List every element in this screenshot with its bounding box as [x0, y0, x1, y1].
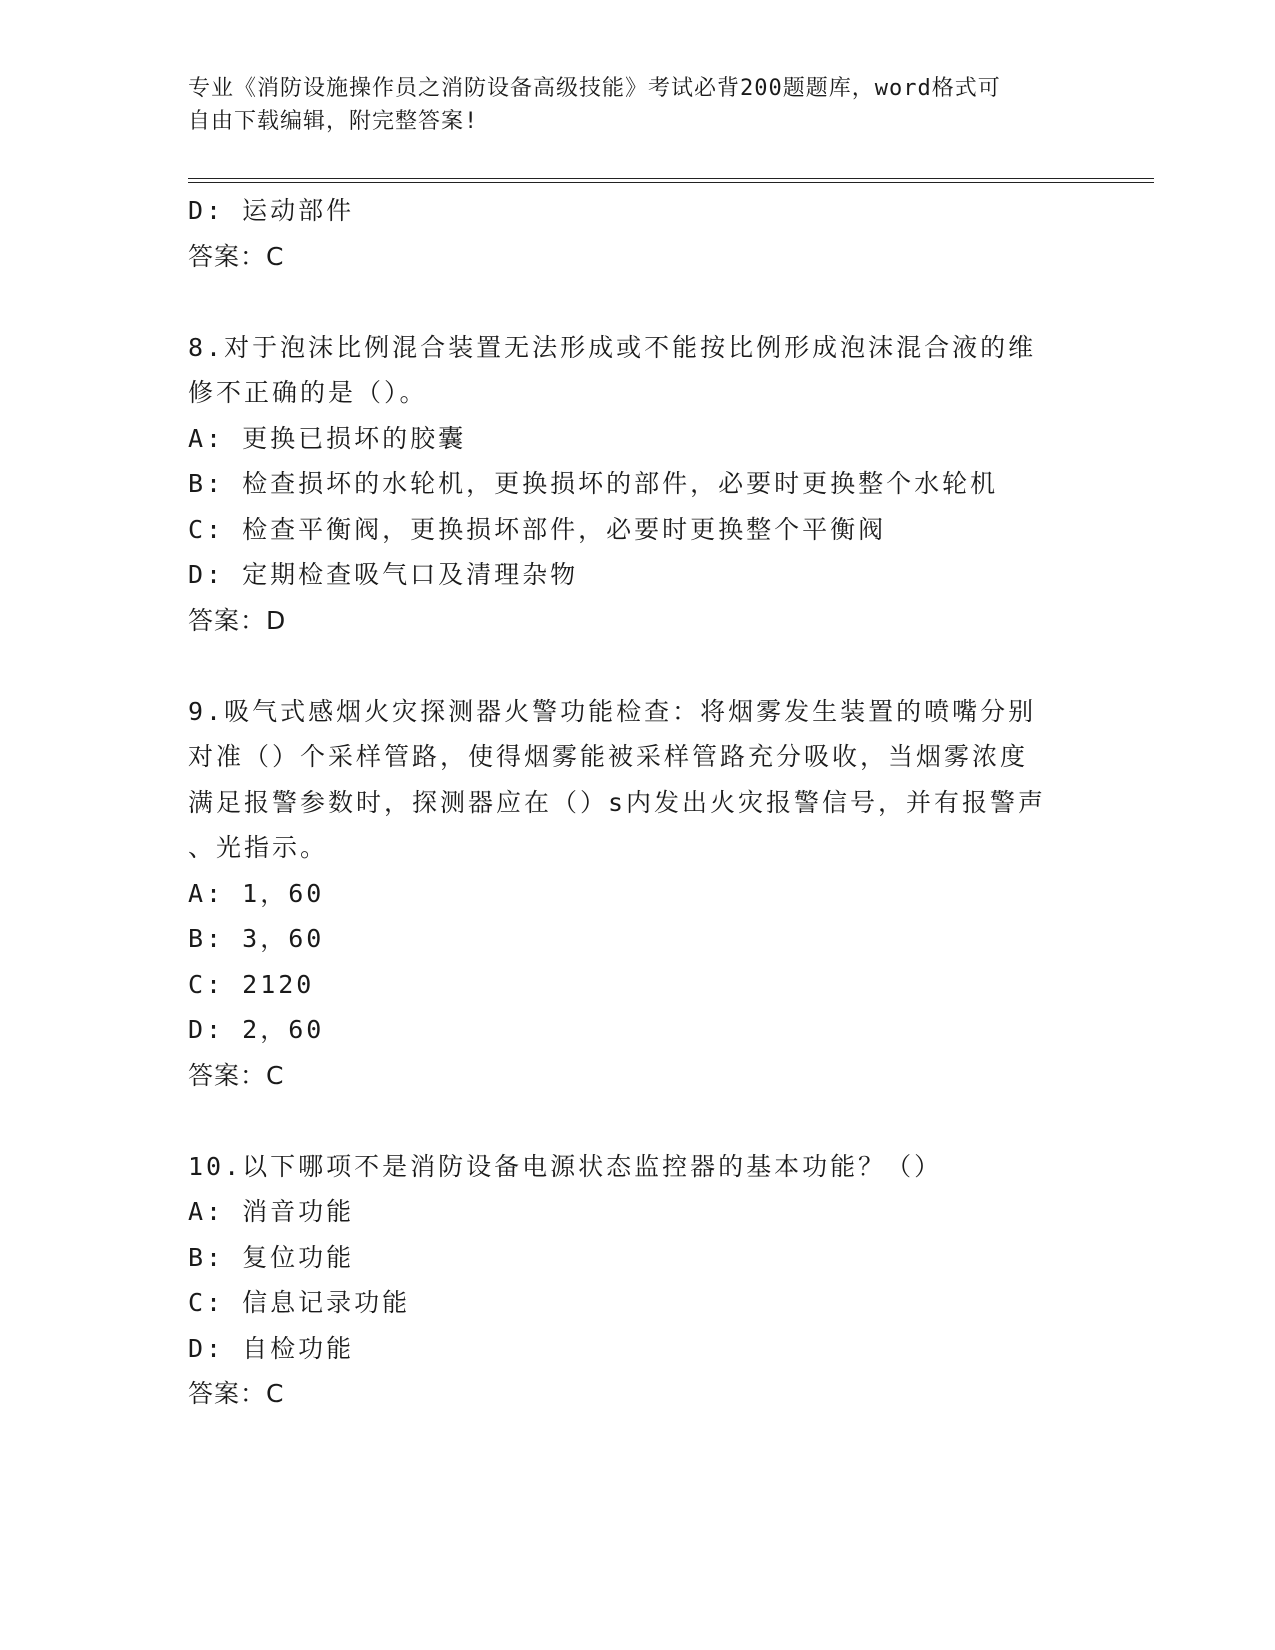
question-9-text-line-2: 对准（）个采样管路，使得烟雾能被采样管路充分吸收，当烟雾浓度 [188, 742, 1029, 771]
question-8-option-c: C: 检查平衡阀，更换损坏部件，必要时更换整个平衡阀 [188, 514, 887, 544]
question-9 [188, 689, 1088, 1099]
spacer [188, 279, 1088, 325]
question-10-option-b: B: 复位功能 [188, 1242, 355, 1272]
question-9-option-c: C: 2120 [188, 969, 315, 999]
question-7-option-d: D: 运动部件 [188, 196, 355, 225]
document-header [188, 72, 1068, 138]
header-title-line-1: 专业《消防设施操作员之消防设备高级技能》考试必背200题题库，word格式可 [188, 76, 1001, 101]
header-title-line-2: 自由下载编辑，附完整答案! [188, 109, 479, 134]
question-10-answer: 答案：C [188, 1379, 285, 1408]
question-8-option-d: D: 定期检查吸气口及清理杂物 [188, 560, 579, 589]
question-7-answer: 答案：C [188, 241, 285, 271]
question-10-option-c: C: 信息记录功能 [188, 1288, 411, 1317]
question-9-text-line-3: 满足报警参数时，探测器应在（）s内发出火灾报警信号，并有报警声 [188, 787, 1047, 817]
question-7-tail [188, 188, 1088, 279]
question-9-text-line-4: 、光指示。 [188, 833, 329, 862]
question-9-text-line-1: 9.吸气式感烟火灾探测器火警功能检查：将烟雾发生装置的喷嘴分别 [188, 696, 1037, 726]
spacer [188, 643, 1088, 689]
question-8-option-a: A: 更换已损坏的胶囊 [188, 423, 467, 453]
question-8-answer: 答案：D [188, 605, 287, 635]
header-divider [188, 178, 1154, 183]
question-8-option-b: B: 检查损坏的水轮机，更换损坏的部件，必要时更换整个水轮机 [188, 469, 999, 498]
question-8 [188, 325, 1088, 644]
question-8-text-line-2: 修不正确的是（）。 [188, 378, 428, 407]
question-8-text-line-1: 8.对于泡沫比例混合装置无法形成或不能按比例形成泡沫混合液的维 [188, 332, 1037, 362]
question-list [188, 188, 1088, 1417]
question-9-option-d: D: 2，60 [188, 1015, 325, 1044]
question-10-option-a: A: 消音功能 [188, 1197, 355, 1226]
question-10-text-line-1: 10.以下哪项不是消防设备电源状态监控器的基本功能？（） [188, 1151, 943, 1181]
question-9-answer: 答案：C [188, 1060, 285, 1090]
question-10-option-d: D: 自检功能 [188, 1333, 355, 1363]
question-9-option-b: B: 3，60 [188, 924, 325, 953]
question-10 [188, 1144, 1088, 1417]
question-9-option-a: A: 1，60 [188, 878, 325, 908]
spacer [188, 1098, 1088, 1144]
